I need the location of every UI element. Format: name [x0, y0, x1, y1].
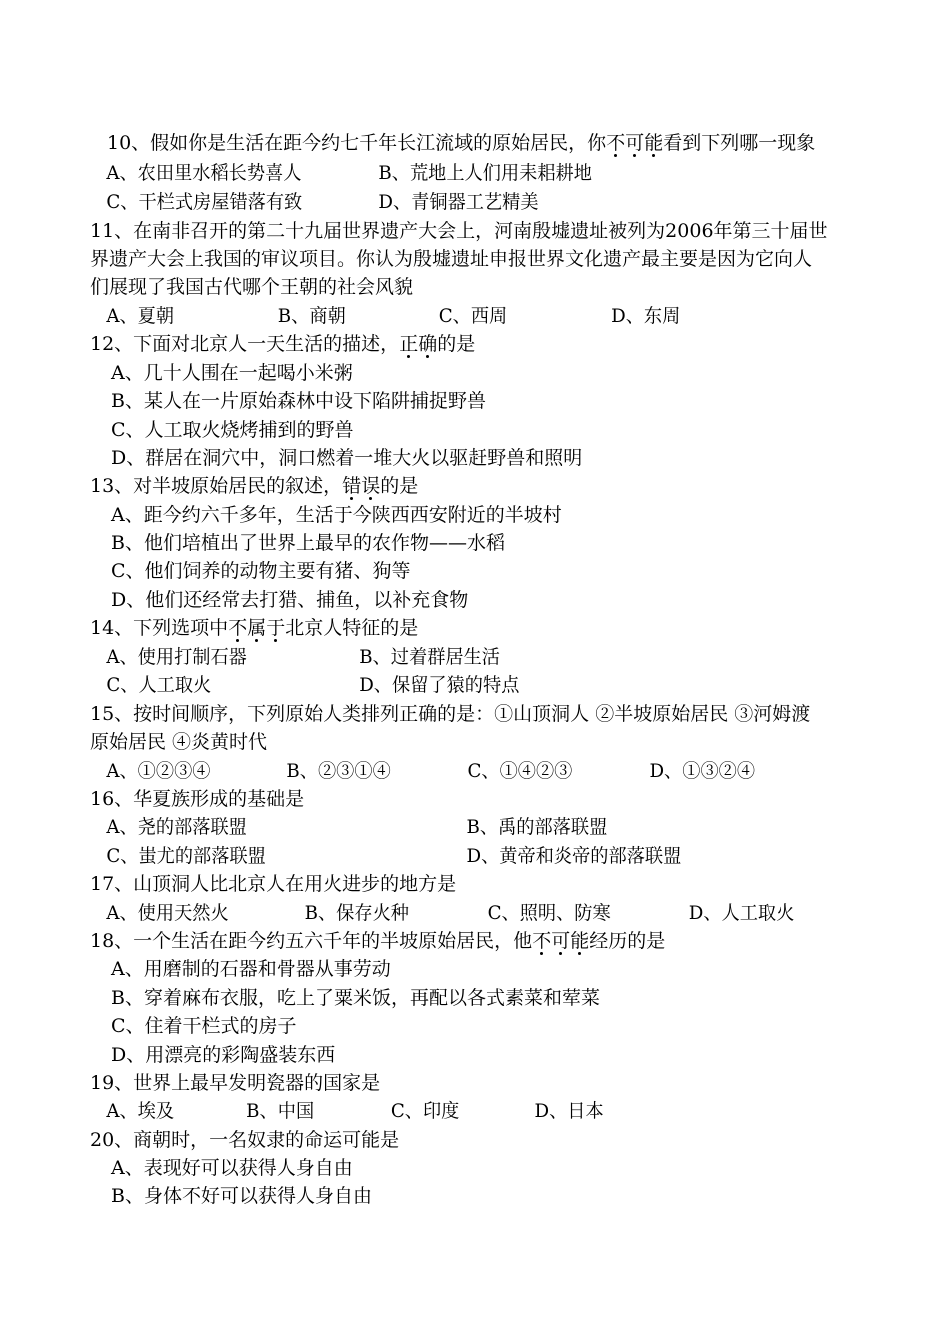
question-14-options	[0, 643, 910, 671]
option-a: A、几十人围在一起喝小米粥	[111, 362, 353, 384]
option-a: A、农田里水稻长势喜人	[106, 162, 302, 184]
stem-text: 看到下列哪一现象	[663, 132, 816, 154]
question-16-options	[0, 813, 910, 841]
emphasis-char: 正	[399, 333, 419, 355]
question-19-options	[0, 1097, 910, 1125]
emphasis-dots	[532, 930, 589, 952]
stem-text: 14、下列选项中	[90, 617, 229, 639]
emphasis-dots	[228, 617, 285, 639]
emphasis-char: 能	[644, 132, 664, 154]
option-d: D、黄帝和炎帝的部落联盟	[466, 845, 682, 867]
stem-text: 的是	[380, 475, 419, 497]
option-a: A、表现好可以获得人身自由	[111, 1157, 353, 1179]
question-16-options	[0, 842, 910, 870]
option-a: A、距今约六千多年，生活于今陕西西安附近的半坡村	[111, 504, 562, 526]
option-d: D、用漂亮的彩陶盛装东西	[111, 1044, 336, 1066]
option-d: D、青铜器工艺精美	[378, 191, 539, 213]
option-c: C、蚩尤的部落联盟	[106, 845, 266, 867]
question-14-options	[0, 671, 910, 699]
option-d: D、①③②④	[649, 760, 756, 782]
emphasis-char: 能	[570, 930, 590, 952]
option-b: B、过着群居生活	[359, 646, 500, 668]
option-a: A、用磨制的石器和骨器从事劳动	[111, 958, 391, 980]
emphasis-char: 属	[247, 617, 267, 639]
option-d: D、东周	[611, 305, 681, 327]
option-b: B、穿着麻布衣服，吃上了粟米饭，再配以各式素菜和荤菜	[111, 987, 600, 1009]
option-b: B、中国	[246, 1100, 315, 1122]
option-a: A、使用打制石器	[106, 646, 247, 668]
option-a: A、使用天然火	[106, 902, 229, 924]
stem-text: 的是	[437, 333, 476, 355]
question-15-options	[0, 757, 910, 785]
question-10-stem	[107, 129, 815, 157]
question-17-options	[0, 899, 910, 927]
question-18-stem	[90, 927, 665, 955]
emphasis-dots	[342, 475, 380, 497]
option-c: C、人工取火	[106, 674, 212, 696]
option-c: C、西周	[438, 305, 508, 327]
option-a: A、夏朝	[106, 305, 175, 327]
question-15-stem: 原始居民 ④炎黄时代	[90, 731, 268, 753]
stem-text: 经历的是	[589, 930, 666, 952]
question-11-stem: 11、在南非召开的第二十九届世界遗产大会上，河南殷墟遗址被列为2006年第三十届世	[90, 220, 828, 242]
emphasis-char: 不	[532, 930, 552, 952]
emphasis-char: 不	[228, 617, 248, 639]
emphasis-char: 确	[418, 333, 438, 355]
option-d: D、人工取火	[688, 902, 795, 924]
option-c: C、照明、防寒	[487, 902, 611, 924]
question-10-options	[0, 159, 910, 187]
option-b: B、荒地上人们用耒耜耕地	[378, 162, 592, 184]
stem-text: 12、下面对北京人一天生活的描述，	[90, 333, 400, 355]
option-c: C、印度	[390, 1100, 460, 1122]
option-b: B、②③①④	[286, 760, 391, 782]
option-b: B、某人在一片原始森林中设下陷阱捕捉野兽	[111, 390, 486, 412]
stem-text: 10、假如你是生活在距今约七千年长江流域的原始居民，你	[107, 132, 607, 154]
option-c: C、人工取火烧烤捕到的野兽	[111, 419, 354, 441]
option-d: D、群居在洞穴中，洞口燃着一堆大火以驱赶野兽和照明	[111, 447, 583, 469]
option-b: B、保存火种	[304, 902, 409, 924]
question-14-stem	[90, 614, 418, 642]
emphasis-char: 不	[606, 132, 626, 154]
emphasis-char: 可	[625, 132, 645, 154]
question-13-stem	[90, 472, 418, 500]
question-20-stem: 20、商朝时，一名奴隶的命运可能是	[90, 1129, 400, 1151]
option-c: C、住着干栏式的房子	[111, 1015, 297, 1037]
option-a: A、尧的部落联盟	[106, 816, 247, 838]
question-15-stem: 15、按时间顺序，下列原始人类排列正确的是：①山顶洞人 ②半坡原始居民 ③河姆渡	[90, 703, 811, 725]
question-19-stem: 19、世界上最早发明瓷器的国家是	[90, 1072, 381, 1094]
emphasis-char: 于	[266, 617, 286, 639]
option-d: D、保留了猿的特点	[359, 674, 520, 696]
stem-text: 13、对半坡原始居民的叙述，	[90, 475, 343, 497]
emphasis-char: 误	[361, 475, 381, 497]
stem-text: 北京人特征的是	[285, 617, 419, 639]
option-c: C、①④②③	[467, 760, 573, 782]
question-17-stem: 17、山顶洞人比北京人在用火进步的地方是	[90, 873, 457, 895]
option-b: B、身体不好可以获得人身自由	[111, 1185, 372, 1207]
option-c: C、他们饲养的动物主要有猪、狗等	[111, 560, 411, 582]
emphasis-dots	[606, 132, 663, 154]
option-b: B、他们培植出了世界上最早的农作物——水稻	[111, 532, 505, 554]
question-12-stem	[90, 330, 475, 358]
stem-text: 18、一个生活在距今约五六千年的半坡原始居民，他	[90, 930, 533, 952]
option-d: D、他们还经常去打猎、捕鱼，以补充食物	[111, 589, 469, 611]
question-11-stem: 界遗产大会上我国的审议项目。你认为殷墟遗址申报世界文化遗产最主要是因为它向人	[90, 248, 813, 270]
emphasized-text	[606, 132, 663, 154]
option-d: D、日本	[534, 1100, 604, 1122]
question-11-stem: 们展现了我国古代哪个王朝的社会风貌	[90, 276, 414, 298]
emphasis-dots	[399, 333, 437, 355]
option-c: C、干栏式房屋错落有致	[106, 191, 303, 213]
option-a: A、①②③④	[106, 760, 211, 782]
option-b: B、禹的部落联盟	[466, 816, 608, 838]
question-11-options	[0, 302, 910, 330]
emphasis-char: 可	[551, 930, 571, 952]
emphasis-char: 错	[342, 475, 362, 497]
question-10-options	[0, 188, 910, 216]
option-b: B、商朝	[277, 305, 346, 327]
option-a: A、埃及	[106, 1100, 175, 1122]
question-16-stem: 16、华夏族形成的基础是	[90, 788, 305, 810]
